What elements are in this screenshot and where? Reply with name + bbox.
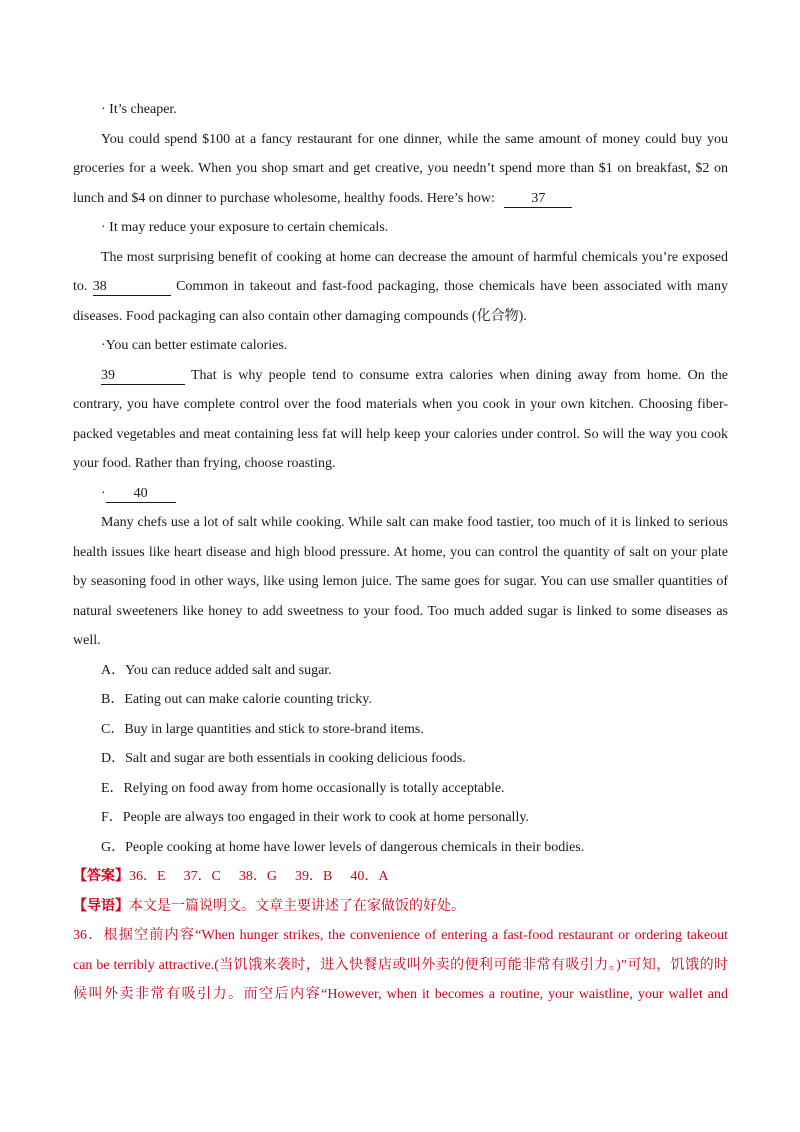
blank-37[interactable]: 37 [504, 190, 572, 208]
paragraph-line: diseases. Food packaging can also contain other damaging compounds (化合物). [73, 308, 527, 324]
option-b: B．Eating out can make calorie counting tricky. [101, 692, 372, 707]
guide-label: 【导语】 [73, 898, 129, 914]
paragraph-line: Many chefs use a lot of salt while cooking. While salt can make food tastier, too much of it is linked to serious [101, 515, 728, 530]
explanation-line: 候叫外卖非常有吸引力。而空后内容“However, when it becomes a routine, your waistline, your wallet and [73, 987, 728, 1002]
answer-line [73, 862, 728, 892]
section-heading-chemicals: · It may reduce your exposure to certain chemicals. [101, 220, 389, 235]
guide-line [73, 892, 728, 922]
option-d: D．Salt and sugar are both essentials in cooking delicious foods. [101, 751, 466, 766]
explanation-line: 36．根据空前内容“When hunger strikes, the convenience of entering a fast-food restaurant or ordering takeout [73, 928, 728, 943]
option-g: G．People cooking at home have lower levels of dangerous chemicals in their bodies. [101, 839, 585, 855]
paragraph-text: That is why people tend to consume extra calories when dining away from home. On the [190, 367, 728, 383]
paragraph-line: by seasoning food in other ways, like using lemon juice. The same goes for sugar. You can use smaller quantities of [73, 574, 728, 589]
paragraph-line: contrary, you have complete control over the food materials when you cook in your own kitchen. Choosing fiber- [73, 397, 728, 412]
blank-39[interactable]: 39 [101, 367, 185, 385]
answer-item: 39．B [295, 869, 333, 884]
option-c: C．Buy in large quantities and stick to store-brand items. [101, 721, 424, 737]
option-e: E．Relying on food away from home occasionally is totally acceptable. [101, 780, 505, 796]
paragraph-line: You could spend $100 at a fancy restaurant for one dinner, while the same amount of money could buy you [101, 131, 728, 147]
paragraph-line: groceries for a week. When you shop smart and get creative, you needn’t spend more than $1 on breakfast, $2 on [73, 161, 728, 176]
paragraph-text: Common in takeout and fast-food packaging, those chemicals have been associated with many [176, 279, 729, 294]
paragraph-line [73, 272, 728, 302]
explanation-line: can be terribly attractive.(当饥饿来袭时，进入快餐店或叫外卖的便利可能非常有吸引力。)”可知，饥饿的时 [73, 957, 728, 973]
paragraph-line: your food. Rather than frying, choose roasting. [73, 456, 336, 471]
answer-label: 【答案】 [73, 869, 129, 884]
paragraph-line: natural sweeteners like honey to add sweetness to your food. Too much added sugar is linked to some diseases as [73, 603, 728, 619]
paragraph-line: packed vegetables and meat containing less fat will help keep your calories under control. So will the way you cook [73, 426, 728, 442]
guide-text: 本文是一篇说明文。文章主要讲述了在家做饭的好处。 [129, 898, 465, 914]
paragraph-line: The most surprising benefit of cooking at home can decrease the amount of harmful chemicals you’re exposed [101, 249, 728, 265]
blank-38[interactable]: 38 [93, 278, 171, 296]
answer-item: 36．E [129, 869, 166, 884]
heading-bullet: · [101, 485, 106, 501]
option-a: A．You can reduce added salt and sugar. [101, 662, 332, 678]
paragraph-line: health issues like heart disease and high blood pressure. At home, you can control the quantity of salt on your plate [73, 544, 728, 560]
answer-item: 38．G [238, 869, 278, 884]
paragraph-line [73, 361, 728, 391]
blank-40[interactable]: 40 [106, 485, 176, 503]
option-f: F．People are always too engaged in their work to cook at home personally. [101, 810, 529, 825]
paragraph-text: lunch and $4 on dinner to purchase wholesome, healthy foods. Here’s how: [73, 190, 495, 206]
answer-item: 37．C [183, 869, 221, 884]
paragraph-line [73, 184, 728, 214]
section-heading-cheaper: · It’s cheaper. [101, 102, 177, 117]
answer-item: 40．A [350, 869, 389, 884]
section-heading-calories: ·You can better estimate calories. [101, 338, 288, 353]
document-body [73, 95, 728, 1010]
section-heading-40 [73, 479, 728, 509]
paragraph-text: to. [73, 279, 88, 294]
paragraph-line: well. [73, 633, 101, 648]
